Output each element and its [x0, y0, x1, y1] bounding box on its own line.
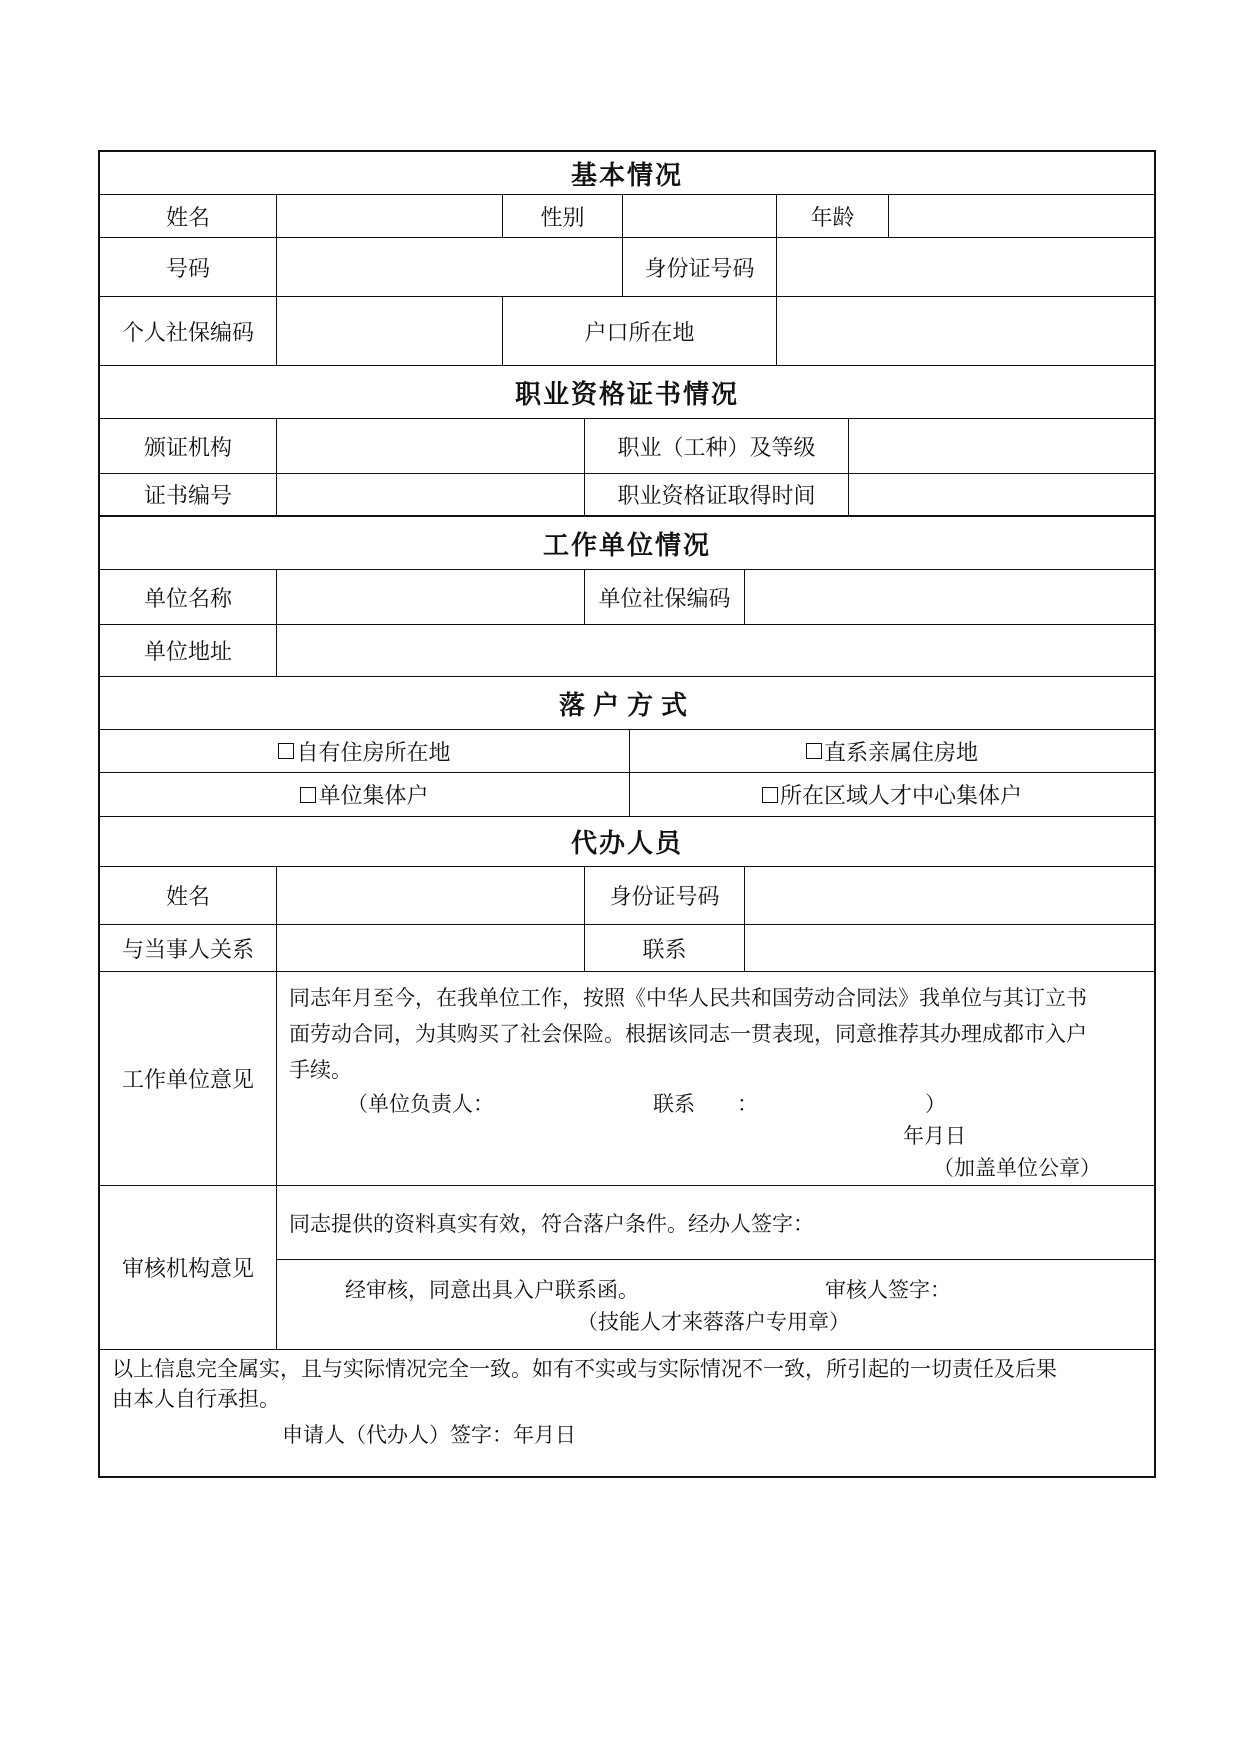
issuer-field[interactable]	[277, 419, 585, 473]
id-field[interactable]	[777, 238, 1154, 296]
number-field[interactable]	[277, 238, 623, 296]
id-label: 身份证号码	[623, 238, 777, 296]
settlement-option-own-house[interactable]	[100, 730, 630, 772]
section-title-certificate: 职业资格证书情况	[514, 379, 739, 410]
basic-row-1	[98, 195, 1156, 238]
basic-row-2	[98, 238, 1156, 297]
applicant-signature[interactable]: 申请人（代办人）签字：年月日	[282, 1423, 576, 1447]
checkbox-icon[interactable]	[300, 787, 316, 803]
cert-no-field[interactable]	[277, 474, 585, 515]
obtained-time-label: 职业资格证取得时间	[585, 474, 849, 515]
settlement-row-1	[98, 730, 1156, 773]
section-certificate-header	[98, 366, 1156, 419]
opinion-line-3: 手续。	[289, 1058, 352, 1082]
employer-social-security-label: 单位社保编码	[585, 570, 745, 624]
declaration-line-2: 由本人自行承担。	[112, 1387, 280, 1411]
agent-name-field[interactable]	[277, 867, 585, 924]
employer-opinion-label: 工作单位意见	[100, 972, 277, 1185]
employer-name-field[interactable]	[277, 570, 585, 624]
review-label: 审核机构意见	[100, 1186, 277, 1349]
declaration-row	[98, 1350, 1156, 1478]
opinion-date: 年月日	[903, 1124, 966, 1148]
occupation-field[interactable]	[849, 419, 1154, 473]
declaration-line-1: 以上信息完全属实，且与实际情况完全一致。如有不实或与实际情况不一致，所引起的一切责任及后果	[112, 1357, 1057, 1381]
checkbox-icon[interactable]	[806, 743, 822, 759]
review-content	[277, 1186, 1154, 1349]
section-agent-header	[98, 817, 1156, 867]
issuer-label: 颁证机构	[100, 419, 277, 473]
section-title-employer: 工作单位情况	[542, 530, 711, 561]
relation-label: 与当事人关系	[100, 925, 277, 971]
checkbox-icon[interactable]	[278, 743, 294, 759]
review-approval[interactable]	[277, 1260, 1154, 1349]
certificate-row-1	[98, 419, 1156, 474]
review-row	[98, 1186, 1156, 1350]
declaration-content	[100, 1350, 1154, 1476]
obtained-time-field[interactable]	[849, 474, 1154, 515]
name-label: 姓名	[100, 195, 277, 237]
opinion-line-1: 同志年月至今，在我单位工作，按照《中华人民共和国劳动合同法》我单位与其订立书	[289, 986, 1087, 1010]
option-label: 单位集体户	[318, 784, 429, 809]
section-employer-header	[98, 517, 1156, 570]
settlement-option-talent-center[interactable]	[630, 773, 1154, 816]
employer-opinion-row	[98, 972, 1156, 1186]
agent-row-1	[98, 867, 1156, 925]
opinion-contact: 联系 ：	[653, 1092, 758, 1116]
certificate-row-2	[98, 474, 1156, 517]
review-handler[interactable]	[277, 1186, 1154, 1260]
agent-contact-field[interactable]	[745, 925, 1154, 971]
household-label: 户口所在地	[503, 297, 777, 365]
age-field[interactable]	[889, 195, 1154, 237]
occupation-label: 职业（工种）及等级	[585, 419, 849, 473]
section-title-settlement: 落户方式	[558, 690, 695, 721]
checkbox-icon[interactable]	[762, 787, 778, 803]
agent-row-2	[98, 925, 1156, 972]
name-field[interactable]	[277, 195, 503, 237]
employer-social-security-field[interactable]	[745, 570, 1154, 624]
number-label: 号码	[100, 238, 277, 296]
employer-row-2	[98, 625, 1156, 677]
agent-id-label: 身份证号码	[585, 867, 745, 924]
employer-address-label: 单位地址	[100, 625, 277, 676]
gender-field[interactable]	[623, 195, 777, 237]
opinion-line-2: 面劳动合同，为其购买了社会保险。根据该同志一贯表现，同意推荐其办理成都市入户	[289, 1022, 1087, 1046]
agent-name-label: 姓名	[100, 867, 277, 924]
age-label: 年龄	[777, 195, 889, 237]
settlement-option-relative-house[interactable]	[630, 730, 1154, 772]
review-stamp: （技能人才来蓉落户专用章）	[577, 1310, 850, 1334]
household-field[interactable]	[777, 297, 1154, 365]
close-paren: ）	[925, 1092, 946, 1116]
option-label: 直系亲属住房地	[823, 740, 978, 766]
option-label: 所在区域人才中心集体户	[779, 784, 1022, 809]
social-security-field[interactable]	[277, 297, 503, 365]
review-line-1: 同志提供的资料真实有效，符合落户条件。经办人签字：	[289, 1211, 814, 1236]
employer-name-label: 单位名称	[100, 570, 277, 624]
social-security-label: 个人社保编码	[100, 297, 277, 365]
employer-row-1	[98, 570, 1156, 625]
section-title-agent: 代办人员	[570, 829, 683, 859]
section-basic-header	[98, 150, 1156, 195]
responsible-person: （单位负责人：	[347, 1092, 494, 1116]
basic-row-3	[98, 297, 1156, 366]
section-settlement-header	[98, 677, 1156, 730]
reviewer-signature: 审核人签字：	[825, 1278, 951, 1302]
agent-id-field[interactable]	[745, 867, 1154, 924]
review-line-2: 经审核，同意出具入户联系函。	[345, 1278, 639, 1302]
section-title-basic: 基本情况	[570, 160, 683, 191]
employer-address-field[interactable]	[277, 625, 1154, 676]
opinion-stamp: （加盖单位公章）	[933, 1156, 1101, 1180]
settlement-row-2	[98, 773, 1156, 817]
relation-field[interactable]	[277, 925, 585, 971]
option-label: 自有住房所在地	[296, 740, 451, 766]
cert-no-label: 证书编号	[100, 474, 277, 515]
employer-opinion-content[interactable]	[277, 972, 1154, 1185]
registration-form	[98, 150, 1156, 1478]
settlement-option-unit-collective[interactable]	[100, 773, 630, 816]
agent-contact-label: 联系	[585, 925, 745, 971]
gender-label: 性别	[503, 195, 623, 237]
